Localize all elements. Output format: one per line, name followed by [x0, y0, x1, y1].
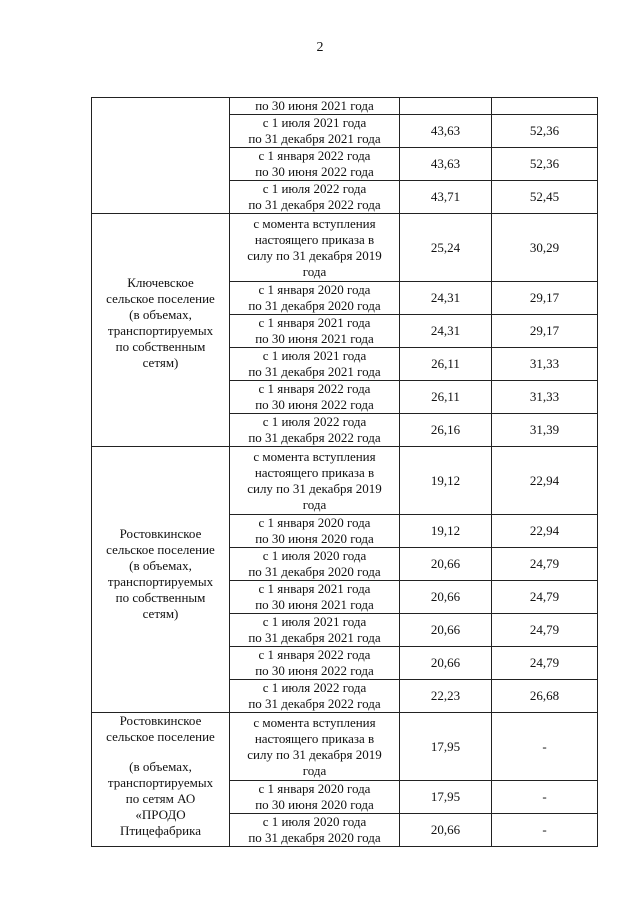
- period-line: по 30 июня 2022 года: [255, 663, 374, 678]
- period-line: с 1 июля 2021 года: [262, 348, 367, 363]
- tariff-value-vat-cell: 24,79: [492, 581, 598, 614]
- tariff-value-vat-cell: 31,33: [492, 348, 598, 381]
- tariff-value-vat-cell: 52,45: [492, 181, 598, 214]
- period-cell: [230, 348, 400, 381]
- page-number: 2: [316, 40, 324, 55]
- period-line: с 1 июля 2022 года: [262, 414, 367, 429]
- settlement-name: [92, 214, 230, 447]
- period-line: по 30 июня 2020 года: [255, 531, 374, 546]
- tariff-value-vat-cell: 52,36: [492, 148, 598, 181]
- period-line: силу по 31 декабря 2019: [247, 480, 382, 496]
- tariff-value-vat-cell: 24,79: [492, 614, 598, 647]
- period-line: с 1 января 2020 года: [258, 781, 371, 796]
- period-line: с 1 июля 2021 года: [262, 614, 367, 629]
- settlement-name-line: по собственным: [115, 590, 206, 605]
- tariff-value-cell: 20,66: [400, 581, 492, 614]
- settlement-name-line: Птицефабрика: [119, 823, 202, 838]
- period-cell: [230, 713, 400, 781]
- settlement-name-line: «ПРОДО: [135, 807, 186, 822]
- tariff-value-vat-cell: 26,68: [492, 680, 598, 713]
- settlement-name-line: Ключевское: [127, 275, 194, 290]
- tariff-value-cell: 17,95: [400, 713, 492, 781]
- period-line: года: [302, 762, 327, 778]
- period-line: с 1 января 2020 года: [258, 282, 371, 297]
- period-cell: [230, 581, 400, 614]
- settlement-name-line: по собственным: [115, 339, 206, 354]
- tariff-value-cell: 17,95: [400, 781, 492, 814]
- tariff-value-cell: 43,71: [400, 181, 492, 214]
- period-line: настоящего приказа в: [254, 730, 375, 746]
- tariff-value-cell: 24,31: [400, 315, 492, 348]
- settlement-name-line: сельское поселение: [106, 729, 215, 744]
- period-line: с 1 января 2022 года: [258, 381, 371, 396]
- tariff-value-vat-cell: 24,79: [492, 647, 598, 680]
- table-row: [92, 98, 598, 115]
- period-cell: [230, 548, 400, 581]
- tariff-value-vat-cell: 31,33: [492, 381, 598, 414]
- period-line: с 1 июля 2020 года: [262, 814, 367, 829]
- tariff-value-vat-cell: 52,36: [492, 115, 598, 148]
- settlement-name-line: транспортируемых: [107, 323, 214, 338]
- period-cell: [230, 447, 400, 515]
- tariff-table: [91, 97, 598, 847]
- period-line: по 30 июня 2020 года: [255, 797, 374, 812]
- settlement-name-line: Ростовкинское: [119, 526, 202, 541]
- period-line: по 31 декабря 2022 года: [248, 430, 381, 445]
- period-line: с 1 июля 2022 года: [262, 181, 367, 196]
- period-cell: [230, 115, 400, 148]
- period-line: с 1 июля 2022 года: [262, 680, 367, 695]
- period-line: года: [302, 496, 327, 512]
- period-line: с момента вступления: [253, 714, 376, 730]
- tariff-value-vat-cell: 29,17: [492, 282, 598, 315]
- tariff-value-vat-cell: 30,29: [492, 214, 598, 282]
- period-line: настоящего приказа в: [254, 464, 375, 480]
- period-line: силу по 31 декабря 2019: [247, 247, 382, 263]
- period-line: по 31 декабря 2020 года: [248, 564, 381, 579]
- settlement-name-line: сетям): [142, 355, 179, 370]
- period-line: по 30 июня 2021 года: [255, 331, 374, 346]
- tariff-value-cell: 26,11: [400, 381, 492, 414]
- tariff-value-cell: 20,66: [400, 614, 492, 647]
- tariff-value-vat-cell: 22,94: [492, 515, 598, 548]
- period-cell: [230, 381, 400, 414]
- period-cell: [230, 98, 400, 115]
- settlement-name: [92, 713, 230, 847]
- period-line: по 31 декабря 2021 года: [248, 131, 381, 146]
- tariff-value-cell: 20,66: [400, 814, 492, 847]
- period-line: с 1 июля 2020 года: [262, 548, 367, 563]
- period-cell: [230, 414, 400, 447]
- period-line: года: [302, 263, 327, 279]
- tariff-value-cell: 26,11: [400, 348, 492, 381]
- period-cell: [230, 647, 400, 680]
- period-line: с 1 июля 2021 года: [262, 115, 367, 130]
- period-line: по 30 июня 2021 года: [255, 98, 374, 113]
- period-line: с момента вступления: [253, 215, 376, 231]
- tariff-value-vat-cell: 29,17: [492, 315, 598, 348]
- tariff-value-cell: 43,63: [400, 115, 492, 148]
- settlement-name-line: [92, 745, 229, 759]
- period-cell: [230, 315, 400, 348]
- tariff-value-vat-cell: 22,94: [492, 447, 598, 515]
- settlement-name-line: сетям): [142, 606, 179, 621]
- settlement-name: [92, 447, 230, 713]
- period-line: по 31 декабря 2022 года: [248, 197, 381, 212]
- table-row: [92, 713, 598, 781]
- period-cell: [230, 680, 400, 713]
- settlement-name-line: (в объемах,: [129, 558, 192, 573]
- tariff-value-vat-cell: -: [492, 781, 598, 814]
- period-cell: [230, 214, 400, 282]
- period-line: по 31 декабря 2021 года: [248, 364, 381, 379]
- period-cell: [230, 515, 400, 548]
- settlement-name-line: сельское поселение: [106, 291, 215, 306]
- tariff-value-cell: [400, 98, 492, 115]
- period-line: по 31 декабря 2021 года: [248, 630, 381, 645]
- period-line: с 1 января 2021 года: [258, 315, 371, 330]
- tariff-value-vat-cell: 31,39: [492, 414, 598, 447]
- settlement-name-line: по сетям АО: [125, 791, 196, 806]
- period-line: по 31 декабря 2022 года: [248, 696, 381, 711]
- settlement-name-line: (в объемах,: [129, 307, 192, 322]
- period-line: с 1 января 2022 года: [258, 647, 371, 662]
- period-line: по 30 июня 2022 года: [255, 164, 374, 179]
- period-line: по 30 июня 2022 года: [255, 397, 374, 412]
- period-cell: [230, 781, 400, 814]
- period-line: с момента вступления: [253, 448, 376, 464]
- settlement-name-line: транспортируемых: [107, 574, 214, 589]
- period-cell: [230, 181, 400, 214]
- period-line: по 30 июня 2021 года: [255, 597, 374, 612]
- period-cell: [230, 814, 400, 847]
- period-line: по 31 декабря 2020 года: [248, 298, 381, 313]
- tariff-value-cell: 43,63: [400, 148, 492, 181]
- period-cell: [230, 148, 400, 181]
- period-line: силу по 31 декабря 2019: [247, 746, 382, 762]
- tariff-value-cell: 20,66: [400, 647, 492, 680]
- tariff-value-cell: 19,12: [400, 447, 492, 515]
- settlement-name-line: транспортируемых: [107, 775, 214, 790]
- period-line: с 1 января 2020 года: [258, 515, 371, 530]
- period-line: с 1 января 2022 года: [258, 148, 371, 163]
- tariff-value-cell: 19,12: [400, 515, 492, 548]
- table-row: [92, 447, 598, 515]
- period-line: по 31 декабря 2020 года: [248, 830, 381, 845]
- period-cell: [230, 282, 400, 315]
- table-row: [92, 214, 598, 282]
- settlement-name: [92, 98, 230, 214]
- tariff-value-cell: 26,16: [400, 414, 492, 447]
- tariff-value-cell: 25,24: [400, 214, 492, 282]
- tariff-value-vat-cell: 24,79: [492, 548, 598, 581]
- settlement-name-line: сельское поселение: [106, 542, 215, 557]
- settlement-name-line: (в объемах,: [129, 759, 192, 774]
- period-cell: [230, 614, 400, 647]
- tariff-value-vat-cell: [492, 98, 598, 115]
- period-line: с 1 января 2021 года: [258, 581, 371, 596]
- settlement-name-line: Ростовкинское: [119, 713, 202, 728]
- tariff-value-cell: 24,31: [400, 282, 492, 315]
- tariff-value-vat-cell: -: [492, 713, 598, 781]
- tariff-value-cell: 22,23: [400, 680, 492, 713]
- tariff-value-cell: 20,66: [400, 548, 492, 581]
- period-line: настоящего приказа в: [254, 231, 375, 247]
- tariff-value-vat-cell: -: [492, 814, 598, 847]
